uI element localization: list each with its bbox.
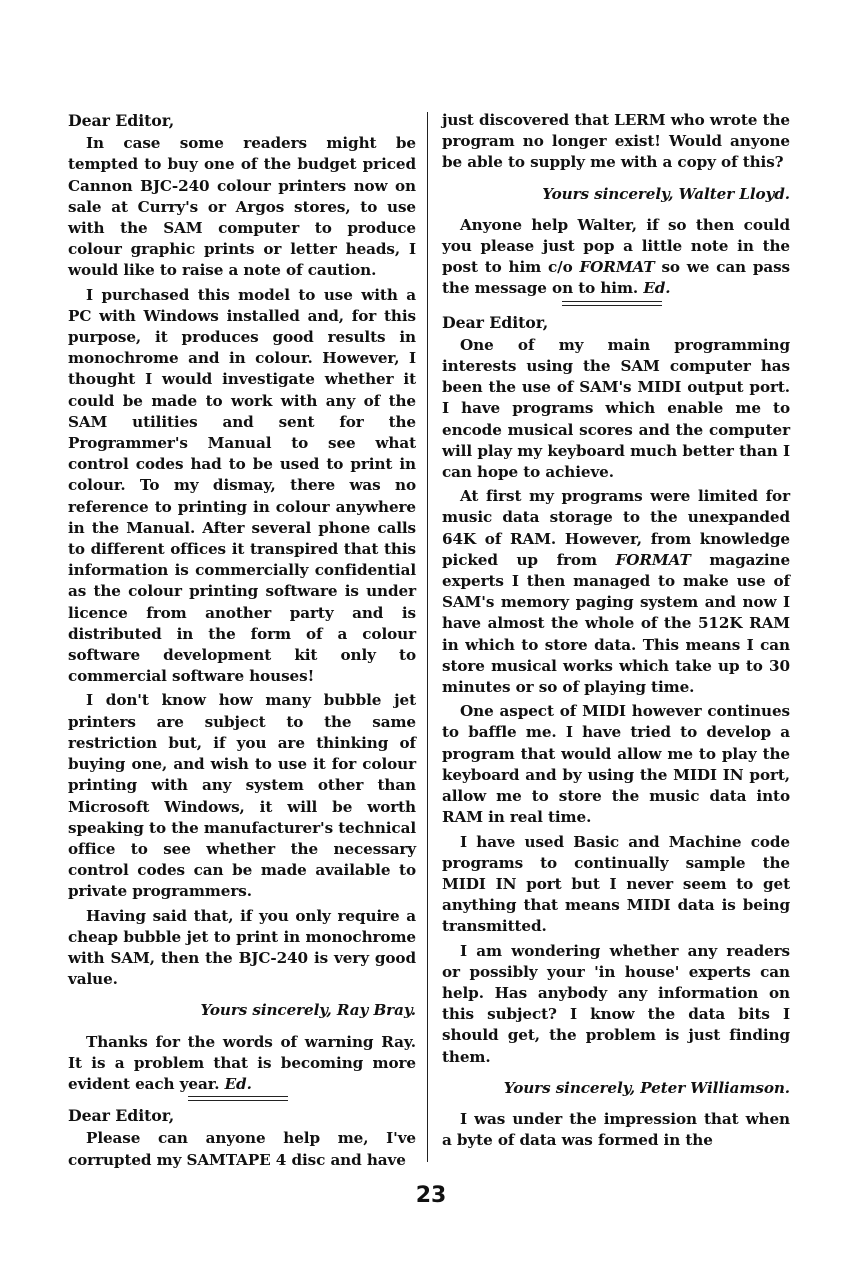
letter-signature: Yours sincerely, Walter Lloyd. bbox=[542, 184, 790, 203]
letter-paragraph: I don't know how many bubble jet printers are subject to the same restriction but, if you are thinking of buying one, and wish to use it for colour printing with any system other than Microsoft Windows, it will be worth speaking to the manufacturer's technical office to see whether the necessary control codes can be made available to private programmers. bbox=[68, 691, 416, 901]
letter-paragraph bbox=[442, 486, 790, 698]
magazine-name: FORMAT bbox=[579, 258, 655, 277]
letter-paragraph: In case some readers might be tempted to buy one of the budget priced Cannon BJC-240 colour printers now on sale at Curry's or Argos stores, to use with the SAM computer to produce colour graphic prints or letter heads, I would like to raise a note of caution. bbox=[68, 134, 416, 280]
right-column bbox=[442, 110, 790, 1154]
column-divider bbox=[427, 112, 428, 1162]
letter-signature: Yours sincerely, Ray Bray. bbox=[200, 1001, 416, 1020]
editor-reply-text: so we can pass the message on to him. bbox=[442, 258, 791, 298]
letter-continuation: just discovered that LERM who wrote the program no longer exist! Would anyone be able to supply me with a copy of this? bbox=[442, 111, 790, 172]
paragraph-text: At first my programs were limited for music data storage to the unexpanded 64K of RAM. However, from knowledge picked up from bbox=[442, 487, 790, 569]
magazine-name: FORMAT bbox=[615, 550, 691, 569]
letter-paragraph: I was under the impression that when a byte of data was formed in the bbox=[442, 1109, 790, 1150]
letter-paragraph: Having said that, if you only require a cheap bubble jet to print in monochrome with SAM, then the BJC-240 is very good value. bbox=[68, 906, 416, 989]
letter-paragraph: I purchased this model to use with a PC with Windows installed and, for this purpose, it produces good results in monochrome and in colour. However, I thought I would investigate whether it could be made to work with any of the SAM utilities and sent for the Programmer's Manual to see what control codes had to be used to print in colour. To my dismay, there was no reference to printing in colour anywhere in the Manual. After several phone calls to different offices it transpired that this information is commercially confidential as the colour printing software is under licence from another party and is distributed in the form of a colour software development kit only to commercial software houses! bbox=[68, 285, 416, 686]
left-column bbox=[68, 110, 416, 1174]
letter-paragraph: One of my main programming interests using the SAM computer has been the use of SAM's MIDI output port. I have programs which enable me to encode musical scores and the computer will play my keyboard much better than I can hope to achieve. bbox=[442, 335, 790, 482]
editor-reply bbox=[442, 215, 790, 300]
editor-initials: Ed. bbox=[643, 279, 671, 298]
section-separator bbox=[562, 301, 662, 306]
letter-heading: Dear Editor, bbox=[68, 1106, 175, 1126]
letter-paragraph: I am wondering whether any readers or possibly your 'in house' experts can help. Has anybody any information on this subject? I know the data bits I should get, the problem is just finding them. bbox=[442, 941, 790, 1066]
paragraph-text: magazine experts I then managed to make use of SAM's memory paging system and now I have almost the whole of the 512K RAM in which to store data. This means I can store musical works which take up to 30 minutes or so of playing time. bbox=[442, 550, 791, 697]
letter-heading: Dear Editor, bbox=[68, 111, 175, 130]
editor-reply-text: Anyone help Walter, if so then could you please just pop a little note in the post to him c/o bbox=[442, 215, 790, 277]
editor-initials: Ed. bbox=[224, 1074, 252, 1093]
page-number: 23 bbox=[415, 1183, 447, 1208]
editor-reply bbox=[68, 1032, 416, 1096]
letter-paragraph: Please can anyone help me, I've corrupted my SAMTAPE 4 disc and have bbox=[68, 1129, 416, 1169]
letter-paragraph: I have used Basic and Machine code programs to continually sample the MIDI IN port but I never seem to get anything that means MIDI data is being transmitted. bbox=[442, 832, 790, 936]
letter-signature: Yours sincerely, Peter Williamson. bbox=[503, 1078, 790, 1097]
section-separator bbox=[188, 1096, 288, 1101]
editor-reply-text: Thanks for the words of warning Ray. It is a problem that is becoming more evident each year. bbox=[68, 1032, 416, 1093]
letter-paragraph: One aspect of MIDI however continues to baffle me. I have tried to develop a program that would allow me to play the keyboard and by using the MIDI IN port, allow me to store the music data into RAM in real time. bbox=[442, 702, 790, 827]
letter-heading: Dear Editor, bbox=[442, 312, 549, 332]
